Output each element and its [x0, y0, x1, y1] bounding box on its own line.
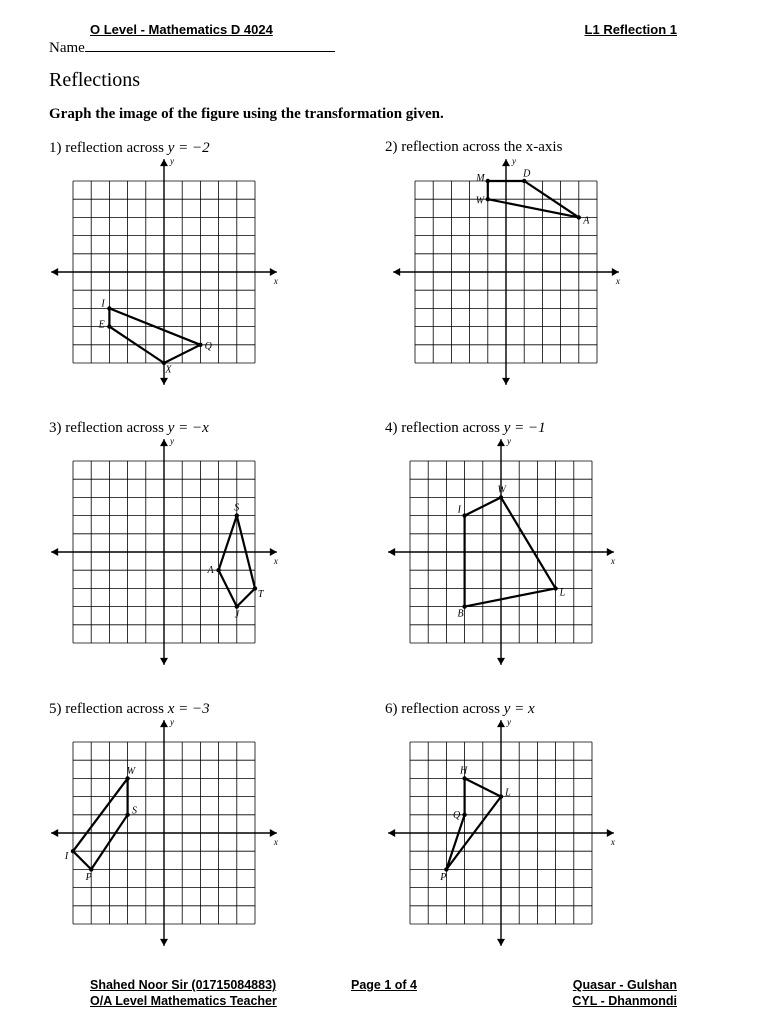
sheet-title: L1 Reflection 1 — [584, 22, 677, 37]
problem-3-text: 3) reflection across — [49, 420, 168, 436]
vertex-label: W — [475, 195, 485, 207]
footer-branch-1: Quasar - Gulshan — [572, 978, 677, 992]
x-axis-arrow-left — [51, 548, 58, 556]
vertex-point — [216, 568, 220, 572]
y-axis-label: y — [170, 436, 174, 447]
graph-5[interactable] — [59, 717, 278, 938]
vertex-point — [198, 343, 202, 347]
x-axis-arrow-right — [270, 829, 277, 837]
vertex-label: I — [64, 850, 69, 862]
vertex-label: I — [101, 298, 105, 310]
figure-polygon — [73, 778, 128, 869]
vertex-label: P — [85, 871, 92, 883]
vertex-label: I — [457, 504, 462, 516]
vertex-point — [486, 179, 490, 183]
y-axis-arrow-down — [497, 658, 505, 665]
x-axis-arrow-left — [393, 268, 400, 276]
vertex-point — [107, 306, 111, 310]
x-axis-arrow-right — [270, 548, 277, 556]
footer-author-block — [90, 977, 277, 1009]
vertex-label: P — [440, 871, 447, 883]
footer-branch-2: CYL - Dhanmondi — [572, 994, 677, 1008]
problem-5-label — [49, 701, 210, 718]
x-axis-arrow-left — [51, 268, 58, 276]
x-axis-label: x — [610, 837, 615, 847]
vertex-point — [125, 813, 129, 817]
vertex-point — [577, 215, 581, 219]
vertex-label: J — [234, 609, 240, 621]
name-blank[interactable] — [85, 38, 335, 52]
vertex-label: S — [131, 805, 137, 817]
name-label: Name — [49, 40, 85, 56]
page-title: Reflections — [49, 69, 141, 91]
x-axis-label: x — [615, 276, 620, 286]
instructions: Graph the image of the figure using the transformation given. — [49, 106, 444, 122]
x-axis-label: x — [273, 276, 278, 286]
footer-role: O/A Level Mathematics Teacher — [90, 994, 277, 1008]
vertex-label: L — [559, 587, 566, 599]
vertex-point — [462, 776, 466, 780]
y-axis-arrow-down — [497, 939, 505, 946]
vertex-label: H — [459, 765, 468, 777]
problem-2-text: 2) reflection across the x-axis — [385, 139, 563, 155]
problem-4-label — [385, 420, 546, 437]
y-axis-arrow-down — [160, 939, 168, 946]
vertex-point — [107, 324, 111, 328]
x-axis-label: x — [610, 556, 615, 566]
y-axis-arrow-down — [160, 378, 168, 385]
x-axis-arrow-right — [612, 268, 619, 276]
problem-4-text: 4) reflection across — [385, 420, 504, 436]
vertex-point — [235, 604, 239, 608]
name-field[interactable] — [49, 38, 335, 57]
figure-polygon — [109, 308, 200, 363]
problem-3-label — [49, 420, 209, 437]
y-axis-arrow-up — [502, 159, 510, 166]
graph-2[interactable] — [401, 156, 620, 377]
y-axis-arrow-up — [497, 720, 505, 727]
problem-6-math: y = x — [503, 701, 535, 717]
x-axis-label: x — [273, 837, 278, 847]
y-axis-arrow-up — [160, 439, 168, 446]
problem-1-label — [49, 140, 210, 157]
vertex-label: Q — [204, 341, 212, 353]
problem-5-math: x = −3 — [167, 701, 210, 717]
vertex-label: A — [583, 215, 590, 227]
problem-2-label — [385, 139, 562, 156]
y-axis-label: y — [512, 156, 516, 167]
y-axis-label: y — [170, 717, 174, 728]
y-axis-arrow-up — [160, 720, 168, 727]
course-title: O Level - Mathematics D 4024 — [90, 22, 273, 37]
y-axis-label: y — [507, 436, 511, 447]
vertex-label: L — [505, 787, 511, 799]
problem-6-text: 6) reflection across — [385, 701, 504, 717]
x-axis-arrow-right — [607, 548, 614, 556]
vertex-label: S — [234, 502, 240, 514]
vertex-point — [89, 867, 93, 871]
vertex-point — [499, 495, 503, 499]
footer-author: Shahed Noor Sir (01715084883) — [90, 978, 277, 992]
x-axis-arrow-right — [270, 268, 277, 276]
vertex-point — [462, 513, 466, 517]
vertex-label: M — [476, 172, 485, 184]
footer-branches — [572, 977, 677, 1009]
x-axis-arrow-right — [607, 829, 614, 837]
graph-1[interactable] — [59, 156, 278, 377]
vertex-label: T — [257, 589, 264, 601]
x-axis-label: x — [273, 556, 278, 566]
x-axis-arrow-left — [388, 829, 395, 837]
vertex-label: W — [126, 766, 136, 778]
y-axis-arrow-up — [497, 439, 505, 446]
y-axis-arrow-down — [160, 658, 168, 665]
problem-5-text: 5) reflection across — [49, 701, 168, 717]
y-axis-label: y — [170, 156, 174, 167]
problem-6-label — [385, 701, 535, 718]
vertex-point — [553, 586, 557, 590]
vertex-point — [462, 813, 466, 817]
vertex-label: B — [457, 608, 464, 620]
graph-3[interactable] — [59, 436, 278, 657]
vertex-point — [253, 586, 257, 590]
vertex-label: X — [165, 364, 172, 376]
problem-1-text: 1) reflection across — [49, 140, 168, 156]
vertex-label: Q — [452, 809, 461, 821]
figure-polygon — [446, 778, 501, 869]
vertex-point — [235, 513, 239, 517]
graph-6[interactable] — [396, 717, 615, 938]
y-axis-arrow-up — [160, 159, 168, 166]
vertex-point — [71, 849, 75, 853]
vertex-label: W — [497, 484, 506, 496]
x-axis-arrow-left — [51, 829, 58, 837]
graph-4[interactable] — [396, 436, 615, 657]
y-axis-label: y — [507, 717, 511, 728]
vertex-point — [486, 197, 490, 201]
page-number: Page 1 of 4 — [351, 978, 417, 992]
vertex-point — [499, 794, 503, 798]
x-axis-arrow-left — [388, 548, 395, 556]
problem-3-math: y = −x — [167, 420, 209, 436]
vertex-label: D — [523, 168, 531, 180]
y-axis-arrow-down — [502, 378, 510, 385]
problem-4-math: y = −1 — [503, 420, 546, 436]
vertex-label: A — [207, 565, 214, 577]
vertex-label: E — [98, 319, 105, 331]
vertex-point — [522, 179, 526, 183]
problem-1-math: y = −2 — [167, 140, 210, 156]
